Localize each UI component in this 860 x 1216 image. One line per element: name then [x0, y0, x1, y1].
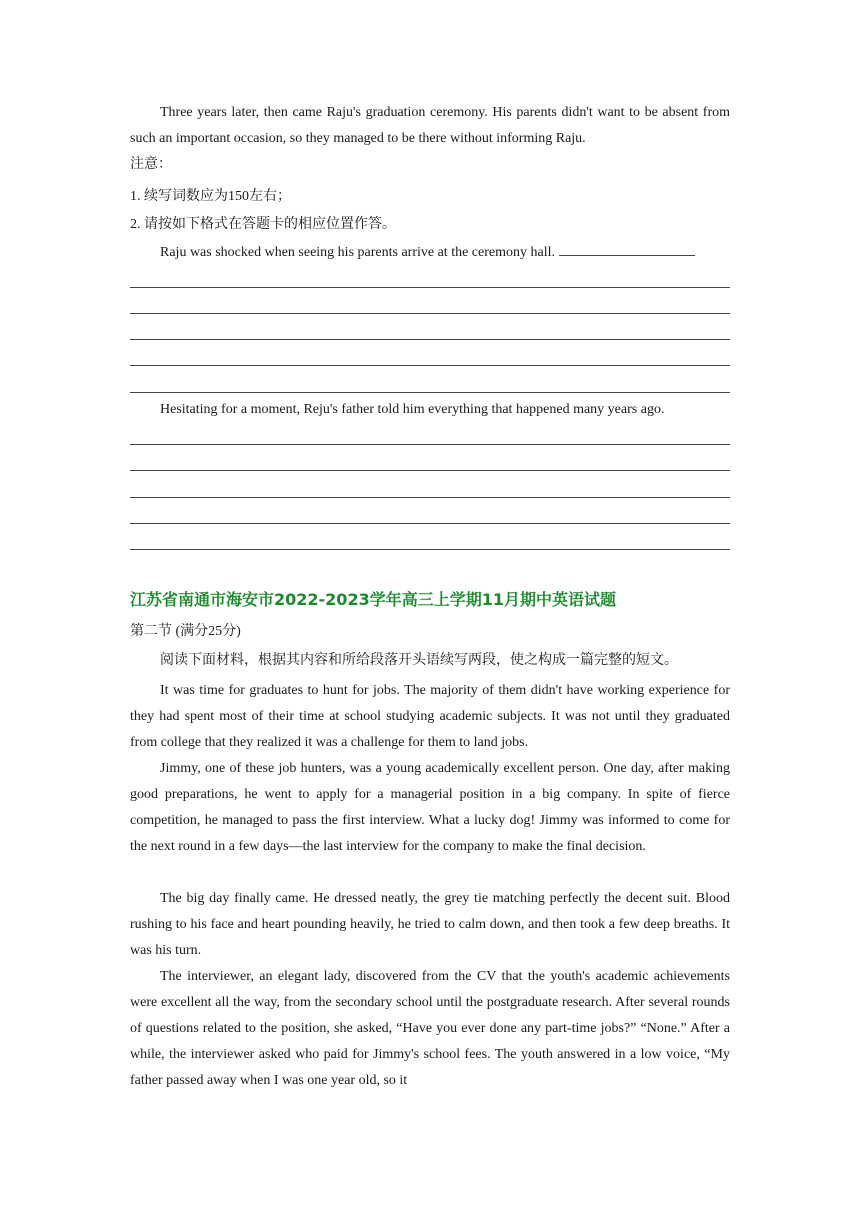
answer-line[interactable] — [130, 313, 730, 314]
answer-line[interactable] — [130, 339, 730, 340]
story-ending-paragraph: Three years later, then came Raju's graduation ceremony. His parents didn't want to be absent from such an important occasion, so they managed to be there without informing Raju. — [130, 105, 730, 146]
continuation-prompt-1 — [130, 240, 730, 266]
continuation-prompt-1-text: Raju was shocked when seeing his parents arrive at the ceremony hall. — [160, 245, 555, 260]
answer-line[interactable] — [130, 287, 730, 288]
story-paragraph-3: The big day finally came. He dressed neatly, the grey tie matching perfectly the decent suit. Blood rushing to his face and heart pounding heavily, he tried to calm down, and then took a few deep breaths. It was his turn. — [130, 891, 730, 958]
answer-line[interactable] — [130, 365, 730, 366]
instruction-text: 阅读下面材料，根据其内容和所给段落开头语续写两段，使之构成一篇完整的短文。 — [160, 653, 678, 668]
answer-line[interactable] — [130, 523, 730, 524]
story-paragraph-1: It was time for graduates to hunt for jobs. The majority of them didn't have working experience for they had spent most of their time at school studying academic subjects. It was not until they graduated from college that they realized it was a challenge for them to land jobs. — [130, 683, 730, 750]
answer-line[interactable] — [130, 549, 730, 550]
note-label: 注意： — [130, 157, 172, 172]
answer-line[interactable] — [130, 497, 730, 498]
exam-title: 江苏省南通市海安市2022-2023学年高三上学期11月期中英语试题 — [130, 590, 616, 609]
answer-line[interactable] — [130, 470, 730, 471]
continuation-prompt-2: Hesitating for a moment, Reju's father told him everything that happened many years ago. — [160, 402, 665, 417]
story-paragraph-2: Jimmy, one of these job hunters, was a young academically excellent person. One day, after making good preparations, he went to apply for a managerial position in a big company. In spite of fierce competition, he managed to pass the first interview. What a lucky dog! Jimmy was informed to come for the next round in a few days—the last interview for the company to make the final decision. — [130, 761, 730, 854]
answer-line[interactable] — [130, 392, 730, 393]
note-item-2: 2. 请按如下格式在答题卡的相应位置作答。 — [130, 217, 396, 232]
answer-line[interactable] — [130, 444, 730, 445]
note-item-1: 1. 续写词数应为150左右； — [130, 189, 291, 204]
section-heading: 第二节 (满分25分) — [130, 624, 241, 639]
story-paragraph-4: The interviewer, an elegant lady, discovered from the CV that the youth's academic achievements were excellent all the way, from the secondary school until the postgraduate research. After several rounds of questions related to the position, she asked, “Have you ever done any part-time jobs?” “None.” After a while, the interviewer asked who paid for Jimmy's school fees. The youth answered in a low voice, “My father passed away when I was one year old, so it — [130, 969, 730, 1088]
answer-blank-inline[interactable] — [559, 241, 695, 256]
